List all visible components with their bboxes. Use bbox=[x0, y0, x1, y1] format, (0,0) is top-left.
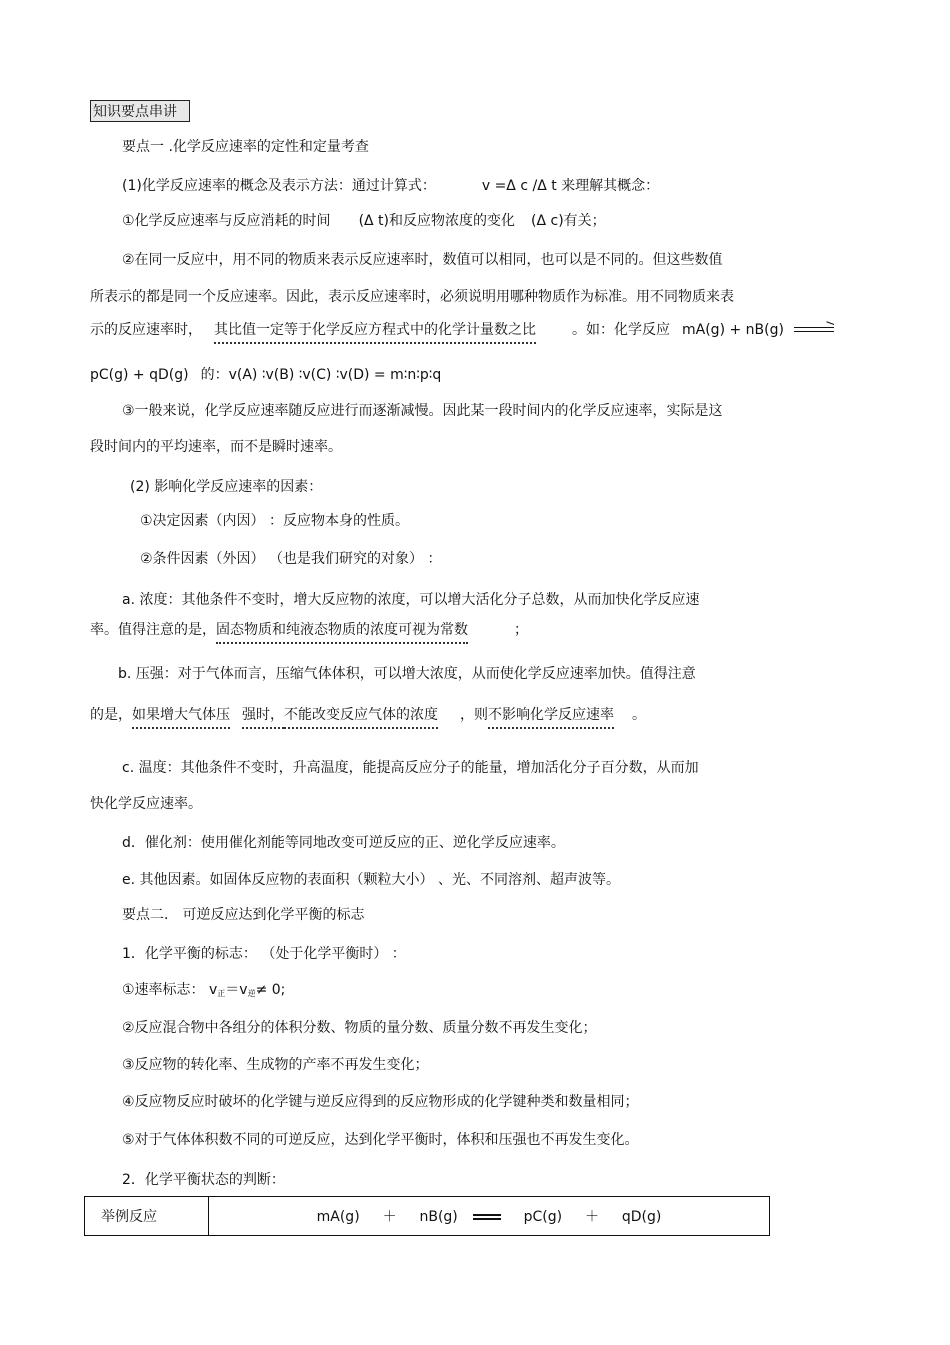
item-2-line-2: 所表示的都是同一个反应速率。因此，表示反应速率时，必须说明用哪种物质作为标准。用不同物质来表 bbox=[90, 289, 734, 305]
item-1 bbox=[122, 211, 606, 231]
text: (1)化学反应速率的概念及表示方法：通过计算式： bbox=[122, 178, 436, 194]
ratio-text: 的：v(A) ∶v(B) ∶v(C) ∶v(D) = m∶n∶p∶q bbox=[200, 367, 442, 383]
item-3-line-1: ③一般来说，化学反应速率随反应进行而逐渐减慢。因此某一段时间内的化学反应速率，实际是这 bbox=[122, 403, 723, 419]
text: ＝v bbox=[225, 982, 248, 998]
product-1: pC(g) bbox=[523, 1209, 563, 1225]
mark-3: ③反应物的转化率、生成物的产率不再发生变化； bbox=[122, 1057, 429, 1073]
text: ，则 bbox=[460, 707, 488, 723]
mark-4: ④反应物反应时破坏的化学键与逆反应得到的反应物形成的化学键种类和数量相同； bbox=[122, 1094, 639, 1110]
text: 率。值得注意的是， bbox=[90, 622, 216, 638]
equilibrium-arrow-icon bbox=[473, 1213, 501, 1221]
subscript-reverse: 逆 bbox=[247, 989, 256, 998]
item-2-line-4 bbox=[90, 365, 441, 385]
table-label-cell: 举例反应 bbox=[85, 1197, 209, 1236]
equilibrium-arrow-icon bbox=[794, 325, 834, 335]
mark-rate bbox=[122, 980, 285, 1004]
text: (Δ t)和反应物浓度的变化 bbox=[358, 213, 516, 229]
plus-2: ＋ bbox=[584, 1209, 599, 1225]
text: ①化学反应速率与反应消耗的时间 bbox=[122, 213, 331, 229]
equilibrium-marks-title: 1．化学平衡的标志： （处于化学平衡时） ： bbox=[122, 946, 406, 962]
reactant-1: mA(g) bbox=[316, 1209, 360, 1225]
factors-title: (2) 影响化学反应速率的因素： bbox=[130, 479, 323, 495]
reaction-left: mA(g) + nB(g) bbox=[682, 322, 784, 338]
mark-5: ⑤对于气体体积数不同的可逆反应，达到化学平衡时，体积和压强也不再发生变化。 bbox=[122, 1132, 639, 1148]
text: 。 bbox=[632, 707, 646, 723]
emphasis-ratio: 其比值一定等于化学反应方程式中的化学计量数之比 bbox=[214, 322, 536, 344]
emphasis-pressure-2: 强时， bbox=[242, 707, 284, 729]
factor-c-line-1: c. 温度：其他条件不变时，升高温度，能提高反应分子的能量，增加活化分子百分数，从而加 bbox=[122, 760, 699, 776]
factor-c-line-2: 快化学反应速率。 bbox=[90, 796, 202, 812]
point-two-title: 要点二． 可逆反应达到化学平衡的标志 bbox=[122, 907, 365, 923]
emphasis-pressure: 如果增大气体压 bbox=[132, 707, 230, 729]
judgment-title: 2．化学平衡状态的判断： bbox=[122, 1172, 285, 1188]
item-2-line-3 bbox=[90, 320, 834, 340]
item-3-line-2: 段时间内的平均速率，而不是瞬时速率。 bbox=[90, 439, 342, 455]
reactant-2: nB(g) bbox=[419, 1209, 458, 1225]
example-reaction-table bbox=[84, 1196, 770, 1236]
item-2-line-1: ②在同一反应中，用不同的物质来表示反应速率时，数值可以相同，也可以是不同的。但这些数值 bbox=[122, 252, 723, 268]
text: 示的反应速率时， bbox=[90, 322, 202, 338]
plus-1: ＋ bbox=[382, 1209, 397, 1225]
table-reaction-cell bbox=[209, 1197, 770, 1236]
factor-a-line-1: a. 浓度：其他条件不变时，增大反应物的浓度，可以增大活化分子总数，从而加快化学反应速 bbox=[122, 592, 700, 608]
text: ≠ 0; bbox=[255, 982, 286, 998]
factor-internal: ①决定因素（内因） ：反应物本身的性质。 bbox=[140, 513, 409, 529]
reaction-right: pC(g) + qD(g) bbox=[90, 367, 189, 383]
paragraph-1 bbox=[122, 176, 659, 196]
text: 。如：化学反应 bbox=[572, 322, 670, 338]
text: ； bbox=[514, 622, 528, 638]
text: (Δ c)有关； bbox=[531, 213, 606, 229]
formula: v =Δ c /Δ t 来理解其概念： bbox=[481, 178, 660, 194]
section-header-box: 知识要点串讲 bbox=[90, 100, 190, 122]
emphasis-concentration: 不能改变反应气体的浓度 bbox=[284, 707, 438, 729]
factor-d: d．催化剂：使用催化剂能等同地改变可逆反应的正、逆化学反应速率。 bbox=[122, 835, 565, 851]
factor-b-line-1: b. 压强：对于气体而言，压缩气体体积，可以增大浓度，从而使化学反应速率加快。值得注意 bbox=[118, 666, 696, 682]
factor-a-line-2 bbox=[90, 620, 528, 640]
product-2: qD(g) bbox=[621, 1209, 662, 1225]
text: 的是， bbox=[90, 707, 132, 723]
mark-2: ②反应混合物中各组分的体积分数、物质的量分数、质量分数不再发生变化； bbox=[122, 1020, 597, 1036]
emphasis-rate: 不影响化学反应速率 bbox=[488, 707, 614, 729]
factor-external: ②条件因素（外因） （也是我们研究的对象） ： bbox=[140, 551, 442, 567]
factor-e: e. 其他因素。如固体反应物的表面积（颗粒大小） 、光、不同溶剂、超声波等。 bbox=[122, 872, 620, 888]
emphasis-constant: 固态物质和纯液态物质的浓度可视为常数 bbox=[216, 622, 468, 644]
table-row bbox=[85, 1197, 770, 1236]
text: ①速率标志： v bbox=[122, 982, 218, 998]
subscript-forward: 正 bbox=[217, 989, 226, 998]
point-one-title: 要点一 .化学反应速率的定性和定量考查 bbox=[122, 139, 369, 155]
factor-b-line-2 bbox=[90, 705, 646, 725]
